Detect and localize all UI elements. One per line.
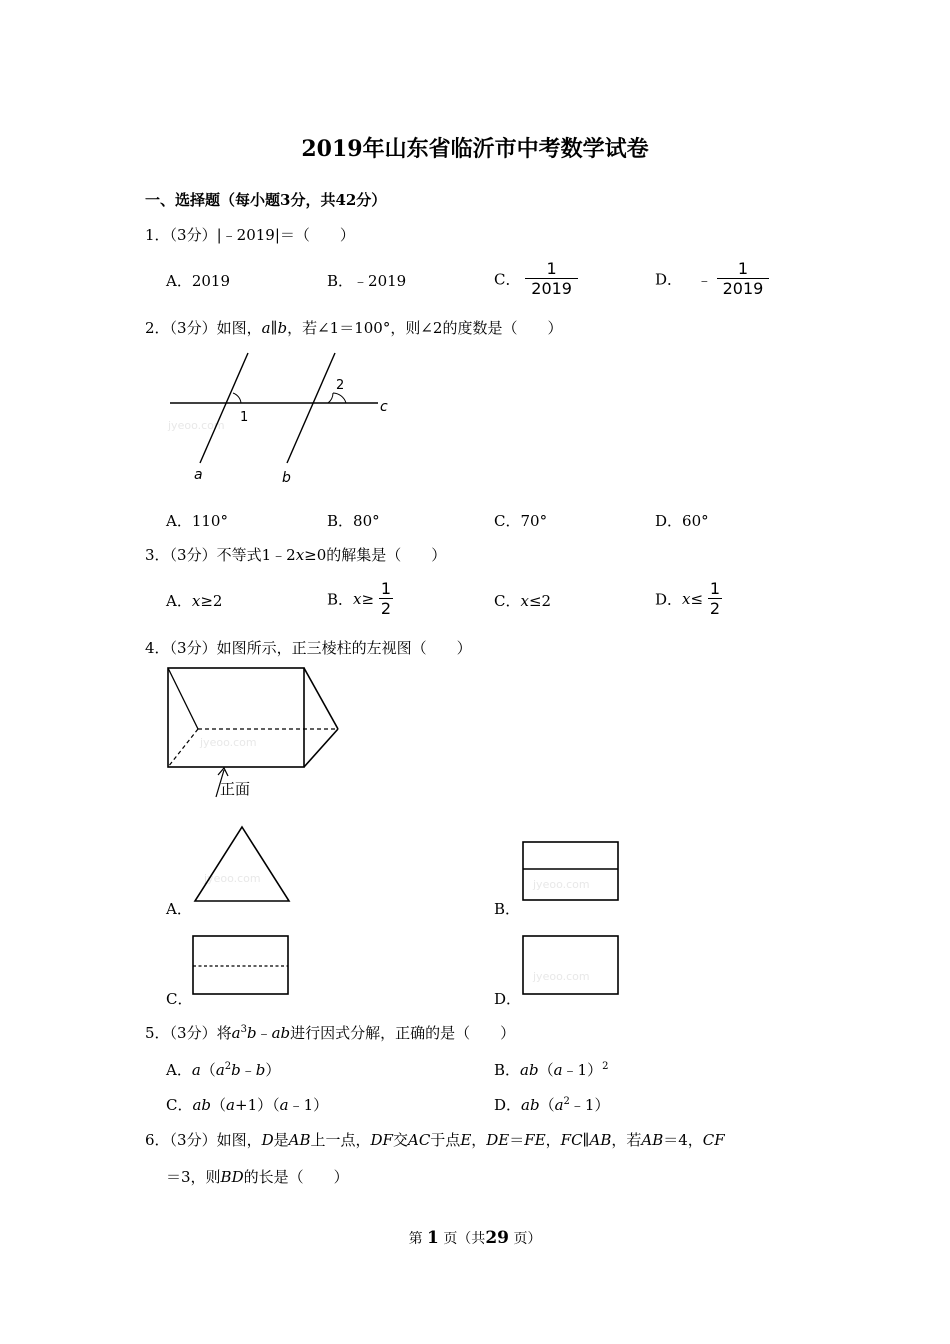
line-a	[200, 353, 248, 463]
question-6-line2: ＝3，则BD的长是（ ）	[166, 1168, 349, 1186]
svg-text:jyeoo.com: jyeoo.com	[204, 872, 261, 885]
front-label: 正面	[220, 780, 251, 798]
triangle	[195, 827, 289, 901]
q2-option-d: D．60°	[655, 512, 709, 530]
q1-option-a: A．2019	[166, 272, 231, 290]
watermark: jyeoo.com	[200, 736, 257, 749]
question-3: 3．（3分）不等式1﹣2x≥0的解集是（ ）	[145, 546, 447, 564]
q4-option-c-figure	[191, 934, 291, 998]
q3-option-b: B．x≥ $\frac{1}{2}$	[327, 579, 392, 618]
q3-option-d: D．x≤ $\frac{1}{2}$	[655, 579, 721, 618]
watermark: jyeoo.com	[168, 419, 225, 432]
q3-option-c: C．x≤2	[494, 592, 552, 610]
q1-option-c: C． $\frac{1}{2019}$	[494, 260, 578, 298]
question-2: 2．（3分）如图，a∥b，若∠1＝100°，则∠2的度数是（ ）	[145, 319, 563, 337]
label-1: 1	[240, 410, 249, 425]
q4-option-b-label: B．	[494, 900, 521, 918]
svg-text:jyeoo.com: jyeoo.com	[533, 878, 590, 891]
question-5: 5．（3分）将$a^3b﹣ab$进行因式分解，正确的是（ ）	[145, 1024, 516, 1042]
label-b: b	[282, 470, 291, 486]
fraction: $\frac{1}{2019}$	[717, 260, 770, 298]
q5-option-a: A．$a(a^2b﹣b)$	[166, 1061, 281, 1079]
page-footer: 第 1 页（共29 页）	[408, 1228, 542, 1248]
fraction: $\frac{1}{2}$	[380, 579, 392, 618]
fraction: $\frac{1}{2019}$	[525, 260, 578, 298]
q2-option-c: C．70°	[494, 512, 548, 530]
q5-option-b: B．ab（a﹣1）$^2$	[494, 1061, 609, 1079]
angle-1-arc	[233, 393, 241, 403]
q4-option-c-label: C．	[166, 990, 193, 1008]
parallel-lines-figure	[160, 345, 400, 490]
question-stem: |﹣2019|＝（ ）	[216, 226, 355, 244]
q1-option-d: D． ﹣ $\frac{1}{2019}$	[655, 260, 769, 298]
q4-option-d-label: D．	[494, 990, 522, 1008]
q3-option-a: A．x≥2	[166, 592, 223, 610]
question-6: 6．（3分）如图，D是AB上一点，DF交AC于点E，DE＝FE，FC∥AB，若AB＝4，CF	[145, 1131, 725, 1149]
q1-option-b: B．﹣2019	[327, 272, 407, 290]
q2-option-b: B．80°	[327, 512, 380, 530]
q5-option-d: D．$ab(a^2﹣1)$	[494, 1096, 610, 1114]
question-4: 4．（3分）如图所示，正三棱柱的左视图（ ）	[145, 639, 472, 657]
svg-text:jyeoo.com: jyeoo.com	[533, 970, 590, 983]
section-heading: 一、选择题（每小题3分，共42分）	[145, 191, 387, 209]
question-number: 1．	[145, 226, 170, 244]
prism-figure	[160, 662, 350, 802]
q4-option-d-figure	[521, 934, 621, 998]
fraction: $\frac{1}{2}$	[709, 579, 721, 618]
q4-option-a-label: A．	[166, 900, 192, 918]
question-1	[145, 224, 355, 245]
line-b	[287, 353, 335, 463]
q5-option-c: C．ab（a+1）（a﹣1）	[166, 1096, 329, 1114]
label-a: a	[194, 467, 203, 483]
q2-option-a: A．110°	[166, 512, 228, 530]
q4-option-b-figure	[521, 840, 621, 904]
question-score: （3分）	[169, 226, 217, 244]
page-title: 2019年山东省临沂市中考数学试卷	[301, 136, 649, 162]
label-c: c	[380, 399, 388, 415]
prism-front-face	[168, 668, 304, 767]
q4-option-a-figure	[192, 824, 292, 904]
angle-2-arc	[328, 393, 346, 403]
label-2: 2	[336, 378, 345, 393]
